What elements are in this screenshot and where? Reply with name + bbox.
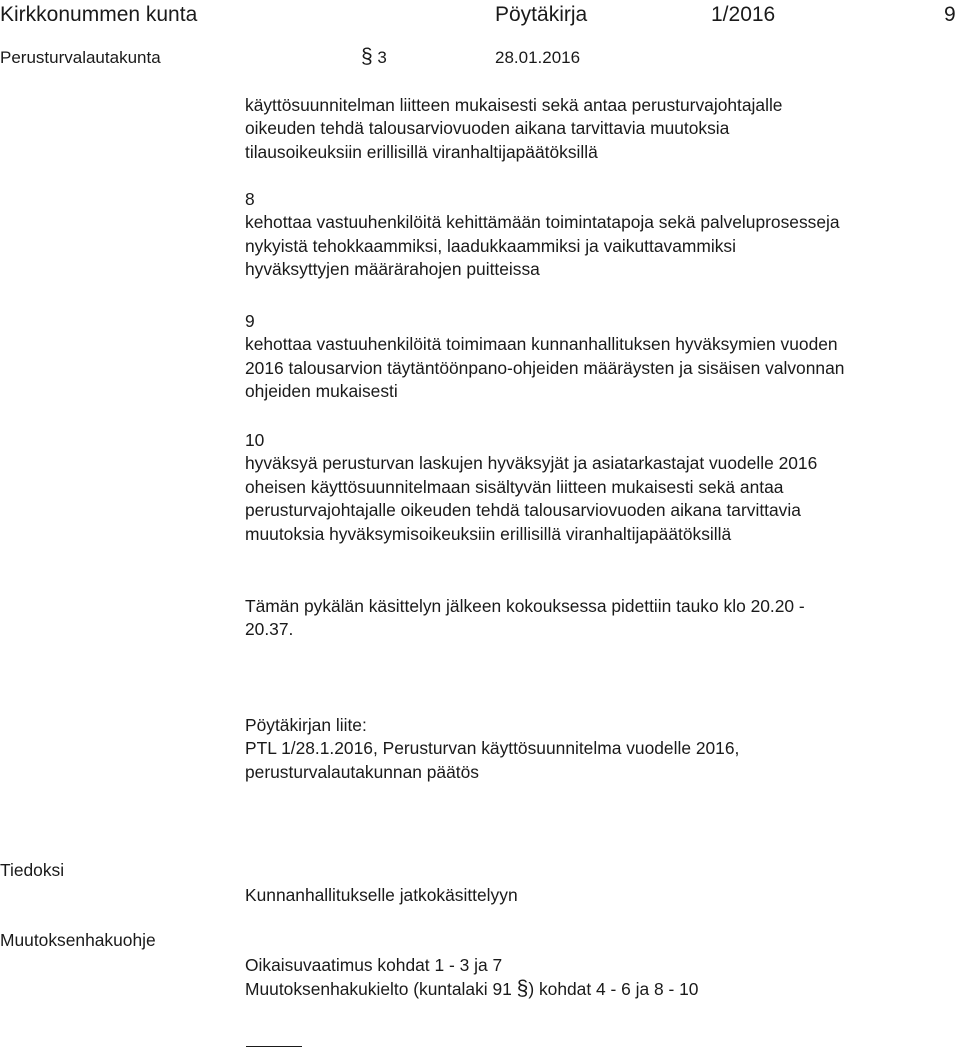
decision-item-9 [245,310,844,404]
header-doc-type: Pöytäkirja [495,3,588,26]
appeal-block [245,954,698,1002]
text-line: 20.37. [245,619,294,640]
text-line: Kunnanhallitukselle jatkokäsittelyyn [245,885,518,905]
decision-item-10 [245,429,817,546]
section-symbol: § [361,45,373,68]
item-number: 10 [245,430,265,450]
text-line: Tämän pykälän käsittelyn jälkeen kokouksessa pidettiin tauko klo 20.20 - [245,596,805,616]
attachment-label: Pöytäkirjan liite: [245,715,367,735]
appeal-text-prefix: Muutoksenhakukielto (kuntalaki 91 [245,979,517,1000]
text-line: oheisen käyttösuunnitelmaan sisältyvän liitteen mukaisesti sekä antaa [245,476,784,497]
text-line: ohjeiden mukaisesti [245,381,398,402]
text-line: PTL 1/28.1.2016, Perusturvan käyttösuunnitelma vuodelle 2016, [245,738,740,759]
item-number: 8 [245,189,255,209]
text-line: Oikaisuvaatimus kohdat 1 - 3 ja 7 [245,955,503,975]
header-municipality: Kirkkonummen kunta [0,3,198,26]
text-line: tilausoikeuksiin erillisillä viranhaltijapäätöksillä [245,141,598,162]
header-doc-number: 1/2016 [711,3,776,26]
text-line: kehottaa vastuuhenkilöitä kehittämään toimintatapoja sekä palveluprosesseja [245,212,840,233]
decision-item-8 [245,188,840,282]
distribution-value [245,884,518,907]
text-line: kehottaa vastuuhenkilöitä toimimaan kunnanhallituksen hyväksymien vuoden [245,334,838,355]
header-page-number: 9 [944,3,956,26]
item-number: 9 [245,311,255,331]
break-note [245,595,805,642]
appeal-label: Muutoksenhakuohje [0,930,156,950]
text-line: 2016 talousarvion täytäntöönpano-ohjeiden määräysten ja sisäisen valvonnan [245,357,845,378]
text-line [245,977,698,1001]
text-line: hyväksyä perusturvan laskujen hyväksyjät ja asiatarkastajat vuodelle 2016 [245,453,818,474]
header-date: 28.01.2016 [495,48,581,67]
distribution-label: Tiedoksi [0,860,65,880]
section-symbol: § [516,977,529,1001]
text-line: hyväksyttyjen määrärahojen puitteissa [245,259,540,280]
intro-paragraph [245,94,782,164]
text-line: nykyistä tehokkaammiksi, laadukkaammiksi ja vaikuttavammiksi [245,235,736,256]
appeal-text-suffix: ) kohdat 4 - 6 ja 8 - 10 [528,979,699,1000]
footer-rule [246,1046,302,1047]
text-line: muutoksia hyväksymisoikeuksiin erillisillä viranhaltijapäätöksillä [245,523,732,544]
text-line: oikeuden tehdä talousarviovuoden aikana tarvittavia muutoksia [245,118,730,139]
section-number: 3 [377,48,387,67]
header-committee: Perusturvalautakunta [0,48,161,67]
text-line: perusturvalautakunnan päätös [245,761,479,782]
attachment-block [245,714,739,784]
header-section [361,45,387,69]
text-line: perusturvajohtajalle oikeuden tehdä talousarviovuoden aikana tarvittavia [245,500,801,521]
text-line: käyttösuunnitelman liitteen mukaisesti sekä antaa perusturvajohtajalle [245,95,783,115]
